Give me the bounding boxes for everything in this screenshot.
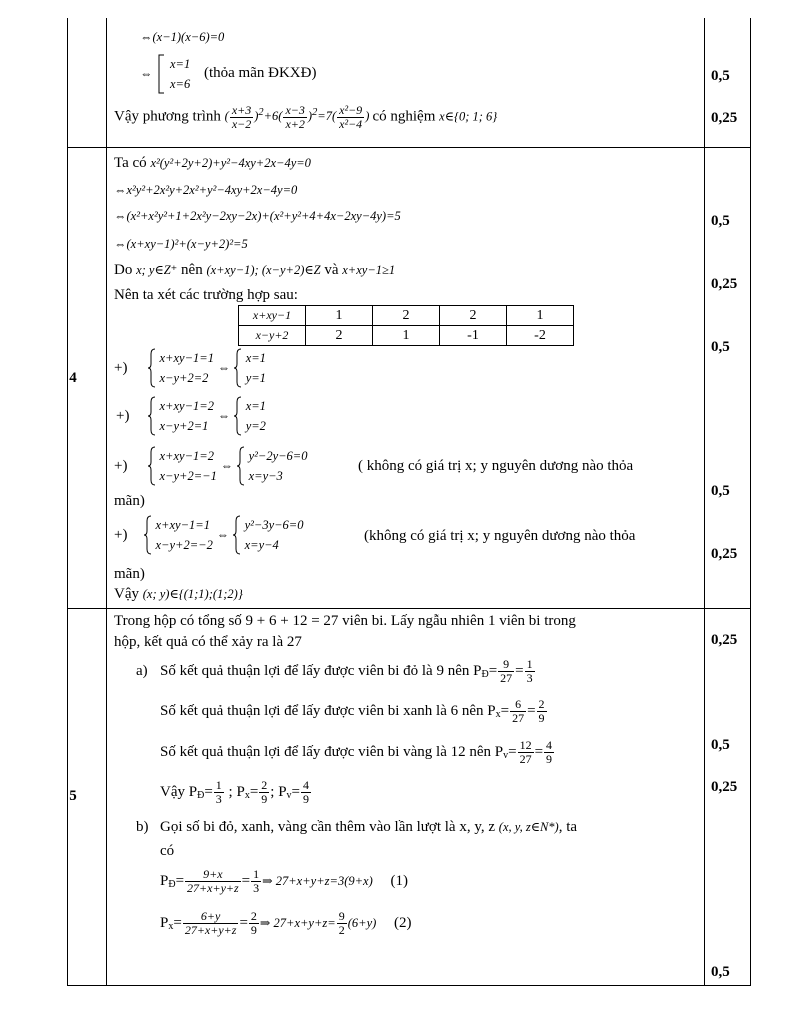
item-b-line-1: Gọi số bi đỏ, xanh, vàng cần thêm vào lần lượt là x, y, z (x, y, z∈N*), ta xyxy=(160,819,578,835)
conclusion-text: Vậy phương trình xyxy=(114,108,221,125)
score: 0,5 xyxy=(711,68,730,84)
item-a-line-3: Số kết quả thuận lợi để lấy được viên bi vàng là 12 nên $P_v=$ $\frac{12}{27}$ = $\frac{4}{9}$ xyxy=(160,738,553,767)
brace-icon xyxy=(237,446,245,486)
item-a-line-2: Số kết quả thuận lợi để lấy được viên bi xanh là 6 nên $P_x=$ $\frac{6}{27}$ = $\frac{2}{9}$ xyxy=(160,697,545,726)
item-b-label: b) xyxy=(136,819,149,835)
table-row-separator-1 xyxy=(67,147,751,148)
text-line: hộp, kết quả có thể xảy ra là 27 xyxy=(114,634,302,650)
case-4-note: (không có giá trị x; y nguyên dương nào thỏa xyxy=(364,528,636,544)
table-cell: -2 xyxy=(507,326,574,346)
table-border-right xyxy=(750,18,751,986)
item-a-line-1: Số kết quả thuận lợi để lấy được viên bi đỏ là 9 nên $P_Đ=$ $\frac{9}{27}$ = $\frac{1}{3}$ xyxy=(160,657,533,686)
case-1: +) x+xy−1=1 x−y+2=2 ⇔ x=1 y=1 xyxy=(114,348,266,388)
score: 0,5 xyxy=(711,964,730,980)
score: 0,5 xyxy=(711,339,730,355)
table-cell: 2 xyxy=(373,306,440,326)
brace-icon xyxy=(148,446,156,486)
brace-icon xyxy=(234,348,242,388)
cases-table xyxy=(238,305,574,346)
conclusion-line xyxy=(114,104,497,131)
item-b-line-2: có xyxy=(160,843,175,859)
case-3: +) x+xy−1=2 x−y+2=−1 ⇔ y²−2y−6=0 x=y−3 xyxy=(114,446,308,486)
bracket-icon xyxy=(156,54,166,94)
text-line: Nên ta xét các trường hợp sau: xyxy=(114,287,298,303)
table-border-bottom xyxy=(67,985,751,986)
brace-icon xyxy=(234,396,242,436)
question-number: 5 xyxy=(69,788,77,804)
final-answer: Vậy (x; y)∈{(1;1);(1;2)} xyxy=(114,586,243,602)
solution-set: x∈{0; 1; 6} xyxy=(439,109,498,124)
case-3-note: ( không có giá trị x; y nguyên dương nào thỏa xyxy=(358,458,634,474)
brace-icon xyxy=(144,515,152,555)
score: 0,5 xyxy=(711,213,730,229)
question-number: 4 xyxy=(69,370,77,386)
eq-line: Ta có x²(y²+2y+2)+y²−4xy+2x−4y=0 xyxy=(114,155,311,171)
brace-icon xyxy=(148,348,156,388)
solution-2: x=6 xyxy=(170,77,191,91)
table-cell: -1 xyxy=(440,326,507,346)
eq-line: ⇔x²y²+2x²y+2x²+y²−4xy+2x−4y=0 xyxy=(114,183,298,197)
condition-note: (thỏa mãn ĐKXĐ) xyxy=(203,65,317,82)
table-cell: 2 xyxy=(306,326,373,346)
case-2: +) x+xy−1=2 x−y+2=1 ⇔ x=1 y=2 xyxy=(116,396,266,436)
equation-display: ( $\frac{x+3}{x-2}$ )$^2$+6( $\frac{x-3}{x+2}$ )$^2$=7( $\frac{\text{x²−9}}{\text{x²−4}}$ ) xyxy=(224,103,373,131)
score: 0,25 xyxy=(711,632,738,648)
row-header: x−y+2 xyxy=(239,326,306,346)
table-border-col1 xyxy=(106,18,107,986)
table-border-left xyxy=(67,18,68,986)
eq-line: ⇔(x²+x²y²+1+2x²y−2xy−2x)+(x²+y²+4+4x−2xy−4y)=5 xyxy=(114,209,401,223)
table-border-col2 xyxy=(704,18,705,986)
brace-icon xyxy=(233,515,241,555)
brace-icon xyxy=(148,396,156,436)
row-header: x+xy−1 xyxy=(239,306,306,326)
conclusion-text-2: có nghiệm xyxy=(372,108,436,125)
eq-line: ⇔ x=1 x=6 (thỏa mãn ĐKXĐ) xyxy=(140,54,316,94)
table-cell: 1 xyxy=(306,306,373,326)
score: 0,5 xyxy=(711,737,730,753)
text-line: Trong hộp có tổng số 9 + 6 + 12 = 27 viên bi. Lấy ngẫu nhiên 1 viên bi trong xyxy=(114,613,576,629)
condition-line: Do x; y∈Z⁺ nên (x+xy−1); (x−y+2)∈Z và x+xy−1≥1 xyxy=(114,262,396,278)
table-row xyxy=(239,326,574,346)
eq-line: ⇔(x−1)(x−6)=0 xyxy=(140,30,225,44)
table-cell: 2 xyxy=(440,306,507,326)
equation-1: $P_Đ=$ $\frac{9+x}{27+x+y+z}$ = $\frac{1}{3}$ ⇒ 27+x+y+z=3(9+x) (1) xyxy=(160,867,408,896)
equation-2: $P_x=$ $\frac{6+y}{27+x+y+z}$ = $\frac{2}{9}$ ⇒ 27+x+y+z= $\frac{9}{2}$ (6+y) (2) xyxy=(160,909,412,938)
score: 0,5 xyxy=(711,483,730,499)
score: 0,25 xyxy=(711,779,738,795)
table-cell: 1 xyxy=(507,306,574,326)
score: 0,25 xyxy=(711,276,738,292)
score: 0,25 xyxy=(711,110,738,126)
score: 0,25 xyxy=(711,546,738,562)
item-a-label: a) xyxy=(136,663,148,679)
table-row-separator-2 xyxy=(67,608,751,609)
table-cell: 1 xyxy=(373,326,440,346)
item-a-summary: Vậy $P_Đ=$ $\frac{1}{3}$ ; $P_x=$ $\frac{2}{9}$ ; $P_v=$ $\frac{4}{9}$ xyxy=(160,778,310,807)
case-3-note-cont: mãn) xyxy=(114,493,145,509)
eq-line: ⇔(x+xy−1)²+(x−y+2)²=5 xyxy=(114,237,248,251)
case-4: +) x+xy−1=1 x−y+2=−2 ⇔ y²−3y−6=0 x=y−4 xyxy=(114,515,304,555)
case-4-note-cont: mãn) xyxy=(114,566,145,582)
solution-1: x=1 xyxy=(170,57,191,71)
table-row xyxy=(239,306,574,326)
